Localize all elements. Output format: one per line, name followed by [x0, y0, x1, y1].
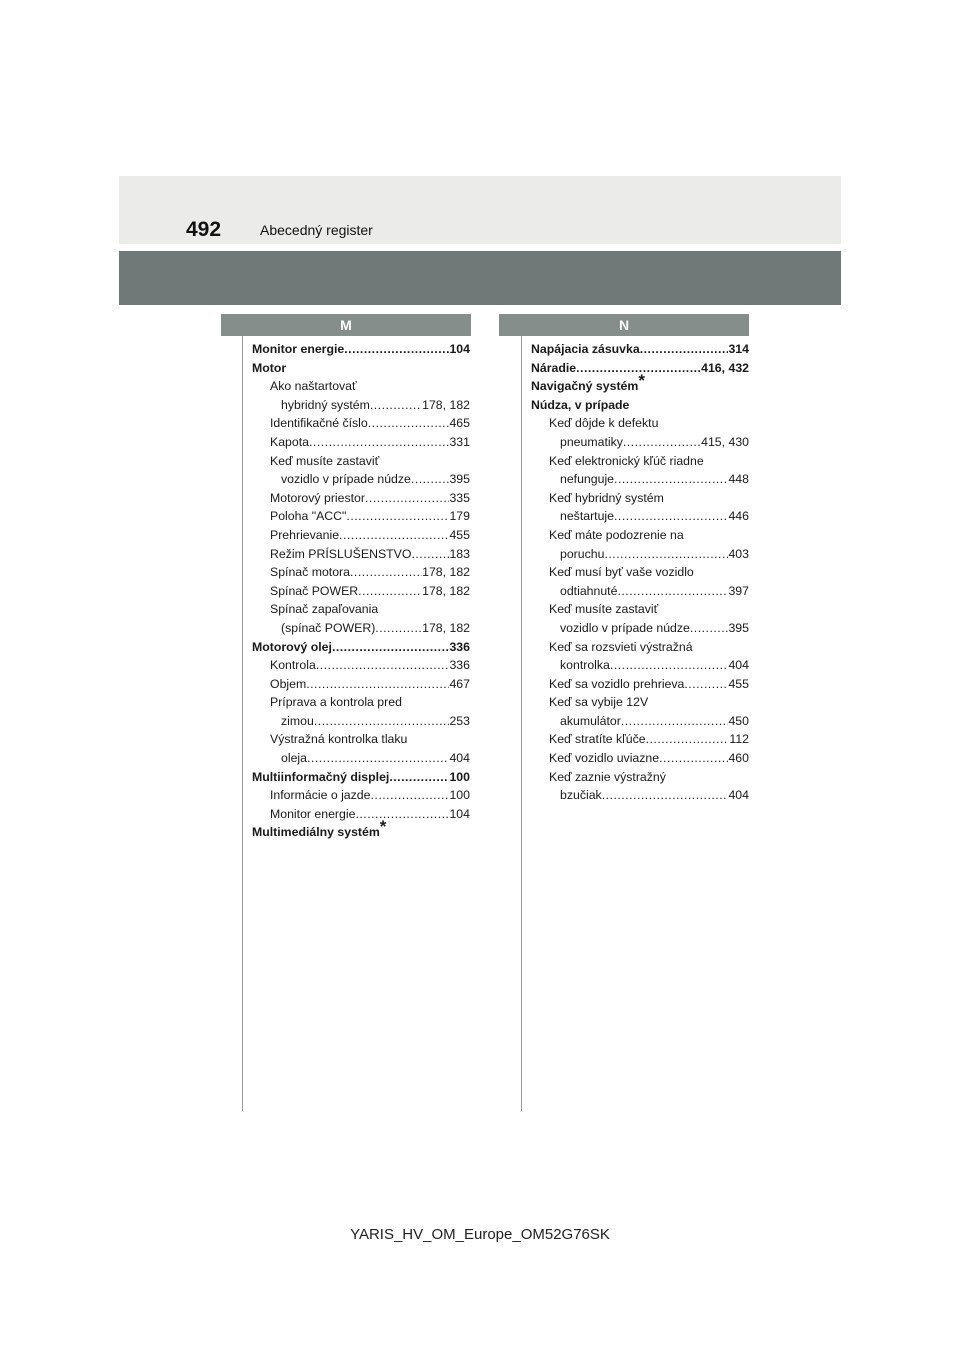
- leader-dots: [307, 749, 449, 768]
- index-entry: [252, 786, 470, 805]
- index-entry: [252, 545, 470, 564]
- leader-dots: [646, 730, 730, 749]
- index-entry-term: Núdza, v prípade: [531, 397, 630, 412]
- index-entry-term: Spínač motora: [270, 565, 350, 580]
- index-entry-term: Monitor energie: [270, 806, 356, 821]
- index-entry-page: 395: [728, 620, 749, 635]
- leader-dots: [365, 489, 449, 508]
- leader-dots: [604, 545, 728, 564]
- document-code: YARIS_HV_OM_Europe_OM52G76SK: [350, 1226, 610, 1243]
- index-entry-page: 314: [728, 342, 749, 356]
- leader-dots: [350, 563, 422, 582]
- index-entry-page: 336: [449, 658, 470, 673]
- index-entry-term: Keď máte podozrenie na: [549, 527, 684, 542]
- index-heading: [252, 600, 470, 619]
- index-entry-term: Režim PRÍSLUŠENSTVO: [270, 546, 412, 561]
- index-heading: [252, 452, 470, 471]
- index-entry-page: 253: [449, 713, 470, 728]
- leader-dots: [614, 507, 728, 526]
- index-heading: [531, 396, 749, 415]
- index-entry-term: Keď musí byť vaše vozidlo: [549, 565, 694, 580]
- index-entry-page: 415, 430: [701, 434, 749, 449]
- index-entry: [252, 768, 470, 787]
- index-entry-term: Keď sa rozsvieti výstražná: [549, 639, 693, 654]
- index-entry: [252, 712, 470, 731]
- page-title: Abecedný register: [260, 222, 373, 238]
- index-entry-term: Motor: [252, 360, 287, 375]
- index-entry-term: Spínač zapaľovania: [270, 602, 379, 617]
- index-heading: [252, 817, 470, 842]
- index-entry-term: bzučiak: [560, 788, 602, 803]
- leader-dots: [684, 675, 728, 694]
- index-entry-page: 404: [728, 788, 749, 803]
- index-entry-term: Kontrola: [270, 658, 316, 673]
- index-entry-term: Identifikačné číslo: [270, 416, 368, 431]
- leader-dots: [370, 786, 449, 805]
- index-entry: [531, 712, 749, 731]
- index-entry-term: Navigačný systém: [531, 379, 639, 394]
- leader-dots: [411, 470, 450, 489]
- index-entry-page: 455: [449, 527, 470, 542]
- index-entry-term: poruchu: [560, 546, 605, 561]
- index-heading: [252, 730, 470, 749]
- index-entry-page: 446: [728, 509, 749, 524]
- index-column-m: [252, 340, 470, 842]
- leader-dots: [602, 786, 729, 805]
- index-entry-page: 403: [728, 546, 749, 561]
- index-entry: [252, 675, 470, 694]
- index-entry: [252, 433, 470, 452]
- index-entry: [531, 582, 749, 601]
- index-entry-term: Keď stratíte kľúče: [549, 732, 646, 747]
- index-entry-page: 416, 432: [701, 360, 749, 375]
- index-entry-term: Výstražná kontrolka tlaku: [270, 732, 408, 747]
- index-entry-page: 395: [449, 472, 470, 487]
- index-entry-term: kontrolka: [560, 658, 610, 673]
- footnote-star: *: [379, 817, 387, 837]
- index-entry-page: 100: [449, 788, 470, 803]
- index-heading: [531, 452, 749, 471]
- index-entry: [252, 656, 470, 675]
- index-entry-term: Motorový priestor: [270, 490, 365, 505]
- index-entry-term: Kapota: [270, 434, 309, 449]
- index-entry-term: Monitor energie: [252, 342, 345, 356]
- index-entry-term: Keď musíte zastaviť: [549, 602, 659, 617]
- index-entry-term: nefunguje: [560, 472, 615, 487]
- index-heading: [531, 489, 749, 508]
- index-entry: [252, 805, 470, 824]
- leader-dots: [344, 340, 449, 359]
- index-entry-page: 178, 182: [422, 583, 470, 598]
- index-entry-term: Multimediálny systém: [252, 825, 380, 840]
- index-entry-term: Keď elektronický kľúč riadne: [549, 453, 704, 468]
- index-column-n: [531, 340, 749, 805]
- index-entry: [252, 619, 470, 638]
- index-entry: [531, 619, 749, 638]
- index-entry: [252, 414, 470, 433]
- index-entry-term: Objem: [270, 676, 307, 691]
- index-entry-term: akumulátor: [560, 713, 621, 728]
- index-entry-term: pneumatiky: [560, 434, 623, 449]
- leader-dots: [355, 805, 449, 824]
- index-entry: [252, 340, 470, 359]
- index-heading: [531, 414, 749, 433]
- index-entry: [531, 545, 749, 564]
- letter-tab-n: N: [499, 314, 749, 336]
- index-entry-term: zimou: [281, 713, 314, 728]
- leader-dots: [389, 768, 449, 787]
- index-entry-page: 104: [449, 342, 470, 356]
- index-entry: [531, 786, 749, 805]
- index-entry: [252, 489, 470, 508]
- index-entry-term: Informácie o jazde: [270, 788, 371, 803]
- index-entry-term: Keď vozidlo uviazne: [549, 751, 660, 766]
- index-heading: [531, 768, 749, 787]
- index-entry-page: 178, 182: [422, 565, 470, 580]
- column-divider-right: [521, 336, 522, 1111]
- leader-dots: [610, 656, 729, 675]
- index-entry-term: Multiinformačný displej: [252, 769, 390, 784]
- leader-dots: [621, 712, 729, 731]
- index-entry-page: 178, 182: [422, 620, 470, 635]
- index-entry-page: 178, 182: [422, 397, 470, 412]
- index-entry: [252, 749, 470, 768]
- leader-dots: [659, 749, 728, 768]
- index-entry-term: Náradie: [531, 360, 577, 375]
- index-entry: [252, 470, 470, 489]
- leader-dots: [316, 656, 450, 675]
- index-entry: [252, 582, 470, 601]
- index-heading: [531, 638, 749, 657]
- leader-dots: [339, 526, 449, 545]
- index-entry-term: vozidlo v prípade núdze: [560, 620, 690, 635]
- index-entry-term: Príprava a kontrola pred: [270, 695, 402, 710]
- index-entry-term: Motorový olej: [252, 639, 332, 654]
- leader-dots: [346, 507, 449, 526]
- index-entry-page: 465: [449, 416, 470, 431]
- index-entry-term: neštartuje: [560, 509, 615, 524]
- leader-dots: [314, 712, 450, 731]
- index-entry-term: oleja: [281, 751, 307, 766]
- index-heading: [531, 526, 749, 545]
- index-entry-page: 467: [449, 676, 470, 691]
- leader-dots: [309, 433, 449, 452]
- leader-dots: [370, 396, 422, 415]
- index-entry-page: 104: [449, 806, 470, 821]
- index-entry: [531, 433, 749, 452]
- leader-dots: [375, 619, 422, 638]
- index-entry-term: Keď zaznie výstražný: [549, 769, 666, 784]
- index-entry: [531, 656, 749, 675]
- leader-dots: [358, 582, 422, 601]
- index-entry-page: 179: [449, 509, 470, 524]
- index-entry-term: odtiahnuté: [560, 583, 618, 598]
- index-entry-page: 404: [728, 658, 749, 673]
- leader-dots: [690, 619, 729, 638]
- index-entry-page: 183: [449, 546, 470, 561]
- index-entry-page: 331: [449, 434, 470, 449]
- index-entry-page: 450: [728, 713, 749, 728]
- index-entry-term: Keď sa vybije 12V: [549, 695, 649, 710]
- footnote-star: *: [638, 371, 645, 391]
- section-bar: [119, 251, 841, 305]
- index-heading: [531, 693, 749, 712]
- column-divider-left: [242, 336, 243, 1111]
- index-entry-term: Prehrievanie: [270, 527, 340, 542]
- index-entry-page: 335: [449, 490, 470, 505]
- index-entry-term: vozidlo v prípade núdze: [281, 472, 411, 487]
- index-entry-term: Ako naštartovať: [270, 379, 357, 394]
- index-entry-term: Napájacia zásuvka: [531, 342, 640, 356]
- leader-dots: [623, 433, 701, 452]
- page-number: 492: [186, 218, 222, 241]
- leader-dots: [640, 340, 729, 359]
- leader-dots: [614, 470, 728, 489]
- letter-tab-m: M: [221, 314, 471, 336]
- index-entry: [252, 507, 470, 526]
- index-entry-term: Keď dôjde k defektu: [549, 416, 659, 431]
- index-entry-page: 336: [449, 639, 470, 654]
- index-entry-term: Keď musíte zastaviť: [270, 453, 380, 468]
- index-heading: [531, 600, 749, 619]
- index-heading: [531, 371, 749, 396]
- index-entry: [252, 526, 470, 545]
- index-entry-page: 455: [728, 676, 749, 691]
- index-entry-page: 404: [449, 751, 470, 766]
- index-entry-term: Spínač POWER: [270, 583, 359, 598]
- index-entry-page: 112: [729, 732, 749, 747]
- index-entry: [531, 470, 749, 489]
- index-entry: [252, 563, 470, 582]
- index-entry: [531, 749, 749, 768]
- index-entry: [252, 638, 470, 657]
- index-entry-term: hybridný systém: [281, 397, 370, 412]
- index-entry: [531, 507, 749, 526]
- index-heading: [252, 359, 470, 378]
- index-entry-term: (spínač POWER): [281, 620, 376, 635]
- index-entry: [252, 396, 470, 415]
- index-entry-page: 100: [449, 769, 470, 784]
- index-entry: [531, 340, 749, 359]
- leader-dots: [411, 545, 449, 564]
- header-band: [119, 176, 841, 244]
- index-entry: [531, 730, 749, 749]
- index-entry-term: Keď sa vozidlo prehrieva: [549, 676, 685, 691]
- index-entry-page: 448: [728, 472, 749, 487]
- index-entry-page: 397: [728, 583, 749, 598]
- index-entry-page: 460: [728, 751, 749, 766]
- index-entry: [531, 675, 749, 694]
- index-heading: [531, 563, 749, 582]
- leader-dots: [306, 675, 449, 694]
- leader-dots: [368, 414, 450, 433]
- index-entry-term: Poloha "ACC": [270, 509, 347, 524]
- leader-dots: [332, 638, 450, 657]
- index-heading: [252, 693, 470, 712]
- index-heading: [252, 377, 470, 396]
- leader-dots: [617, 582, 728, 601]
- index-entry-term: Keď hybridný systém: [549, 490, 664, 505]
